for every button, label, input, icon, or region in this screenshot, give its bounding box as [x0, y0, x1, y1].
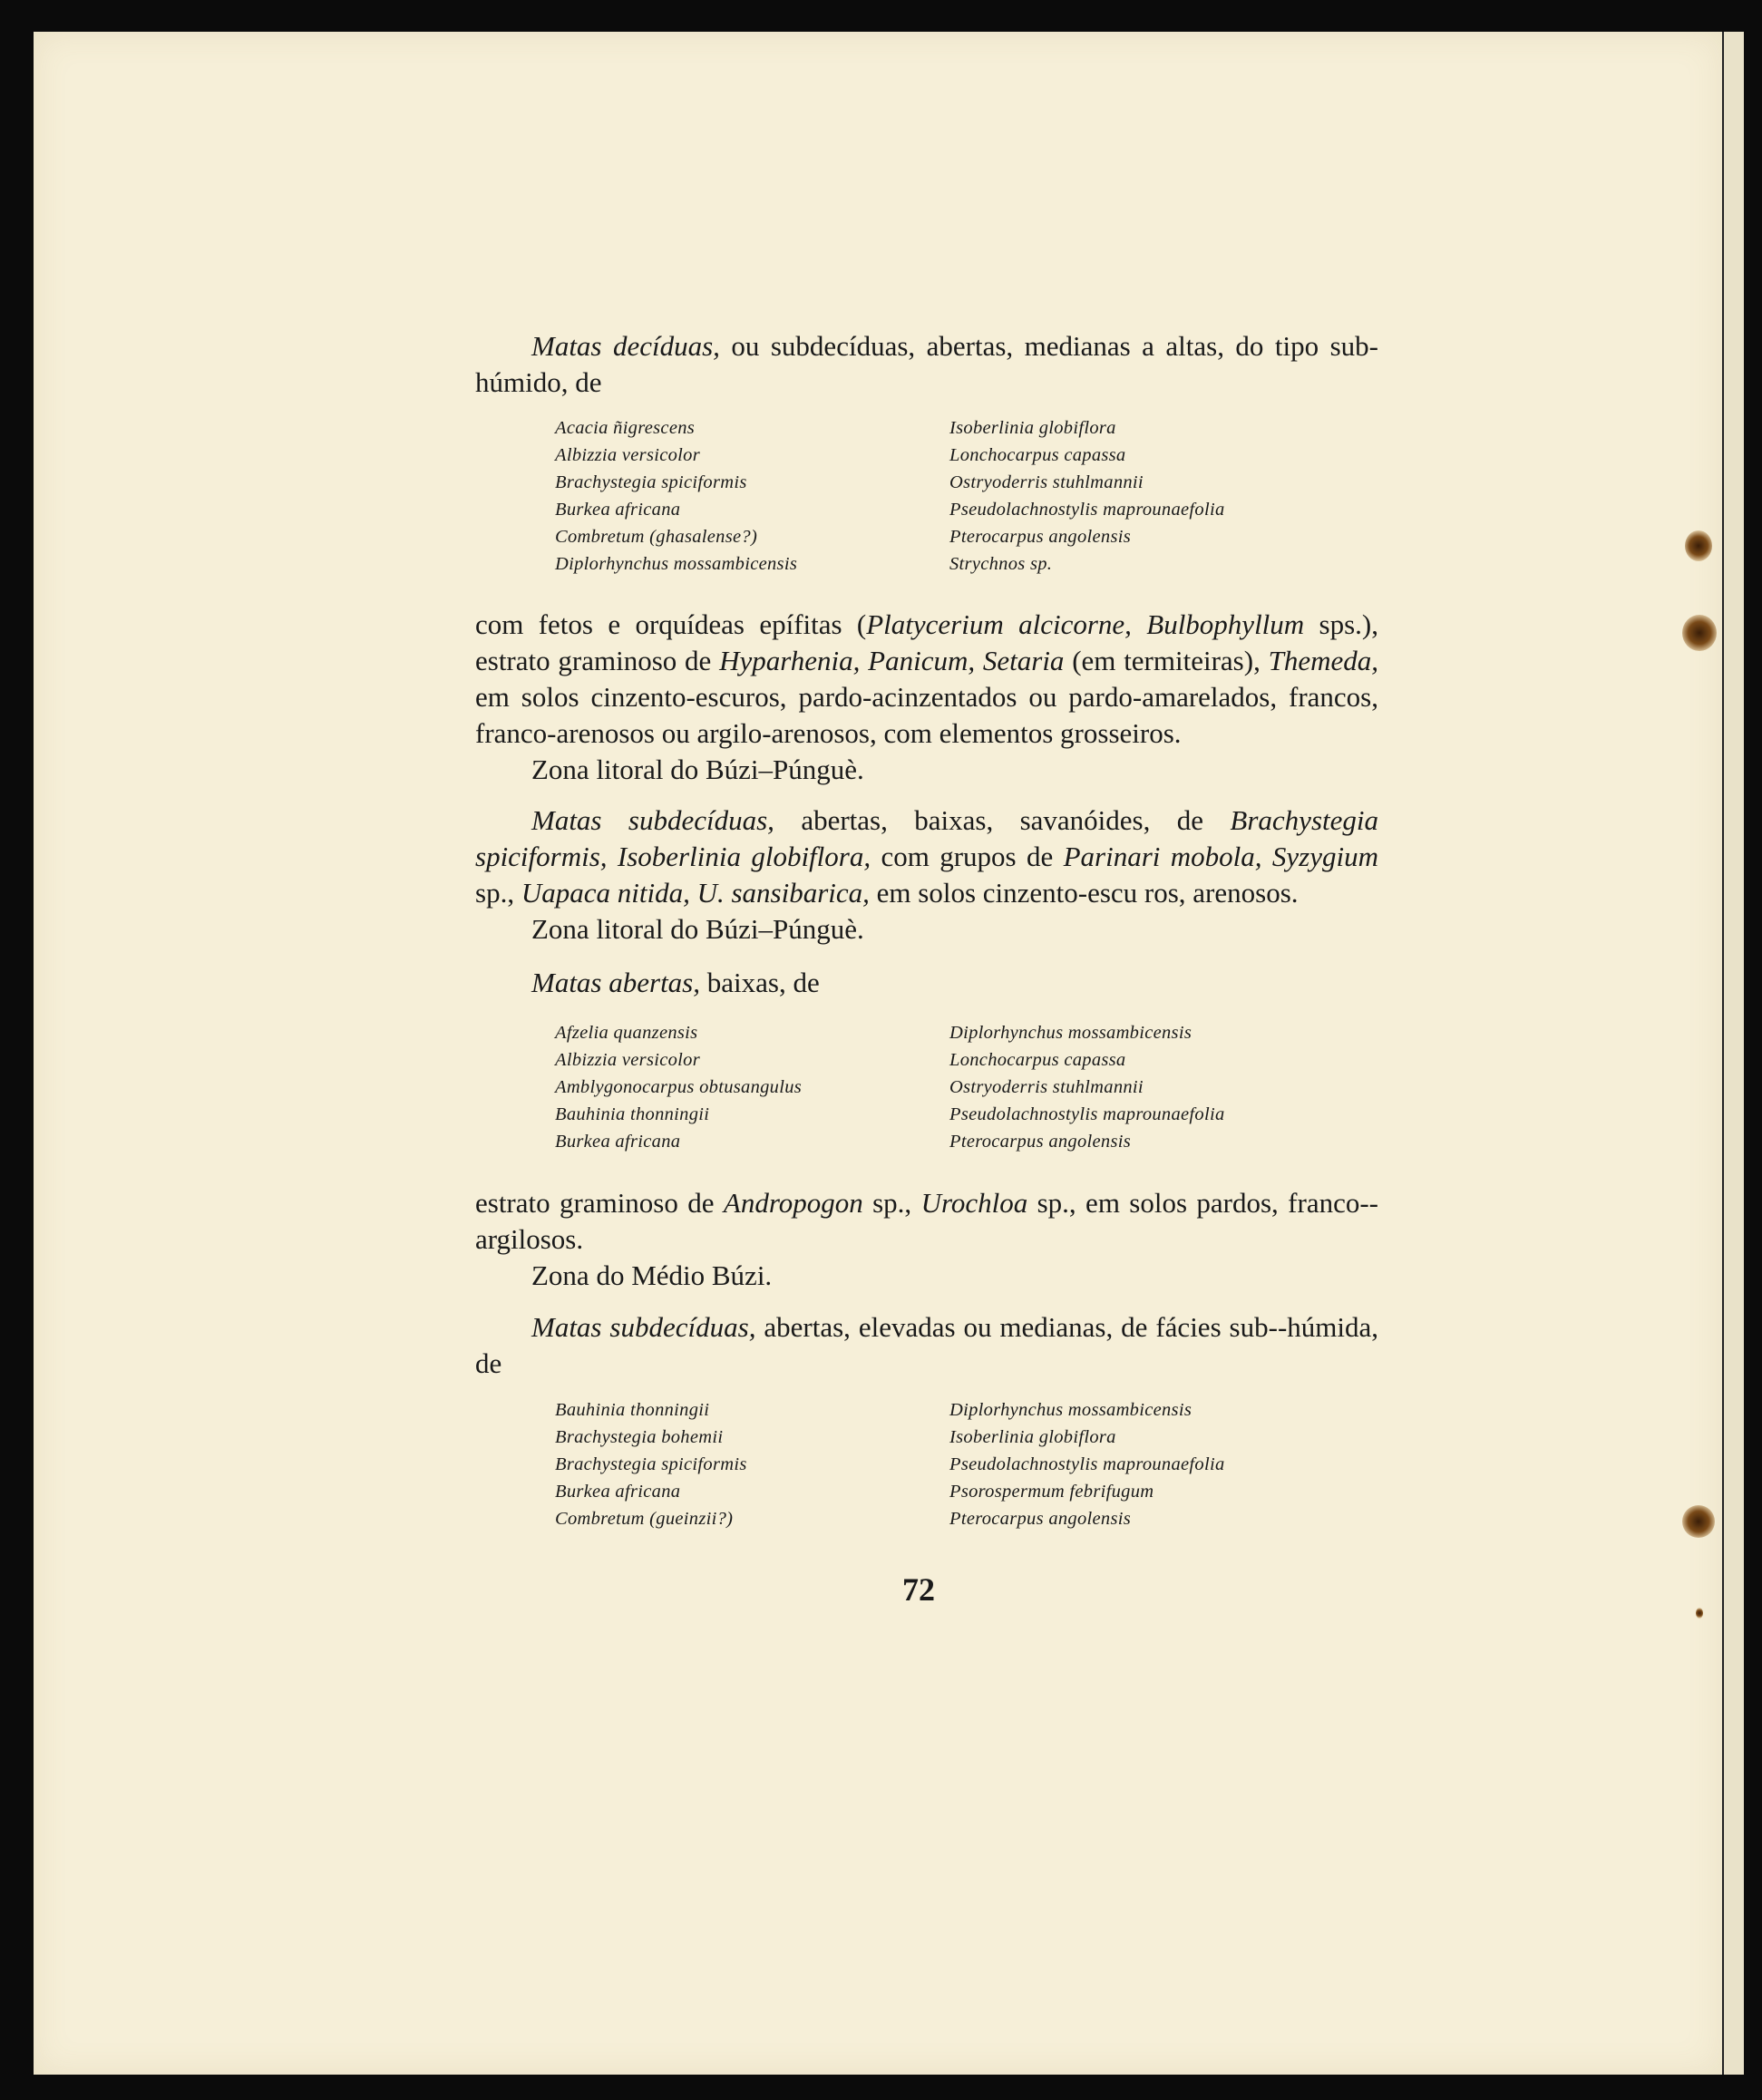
species-name: Diplorhynchus mossambicensis	[949, 1023, 1193, 1043]
species-name: Ostryoderris stuhlmannii	[949, 472, 1144, 492]
zone-label: Zona litoral do Búzi–Púnguè.	[531, 753, 864, 785]
species-name: Ostryoderris stuhlmannii	[949, 1077, 1144, 1097]
species-name: Isoberlinia globiflora	[949, 1427, 1116, 1447]
species-name: Diplorhynchus mossambicensis	[949, 1400, 1193, 1420]
species-name: Burkea africana	[555, 1132, 681, 1152]
species-name: Brachystegia spiciformis	[555, 472, 747, 492]
species-name: Diplorhynchus mossambicensis	[555, 554, 798, 574]
foxing-stain	[1682, 615, 1717, 651]
species-list-2	[555, 1019, 1367, 1155]
species-name: Albizzia versicolor	[555, 445, 701, 465]
paragraph-estrato-graminoso: estrato graminoso de Andropogon sp., Urochloa sp., em solos pardos, franco--argilosos. Zona do Médio Búzi.	[475, 1185, 1378, 1294]
species-name: Pseudolachnostylis maprounaefolia	[949, 1454, 1225, 1474]
species-name: Pseudolachnostylis maprounaefolia	[949, 1104, 1225, 1124]
foxing-stain	[1682, 1505, 1715, 1538]
species-name: Pseudolachnostylis maprounaefolia	[949, 500, 1225, 520]
species-name: Psorospermum febrifugum	[949, 1482, 1154, 1502]
species-list-1	[555, 414, 1367, 578]
species-name: Bauhinia thonningii	[555, 1104, 710, 1124]
foxing-stain	[1696, 1608, 1703, 1619]
species-name: Burkea africana	[555, 500, 681, 520]
species-name: Burkea africana	[555, 1482, 681, 1502]
species-name: Bauhinia thonningii	[555, 1400, 710, 1420]
page-number: 72	[902, 1571, 935, 1608]
next-page-edge	[1722, 32, 1744, 2075]
species-name: Albizzia versicolor	[555, 1050, 701, 1070]
species-name: Strychnos sp.	[949, 554, 1053, 574]
species-list-3	[555, 1396, 1367, 1532]
species-name: Lonchocarpus capassa	[949, 1050, 1126, 1070]
paragraph-matas-subdeciduas-elevadas: Matas subdecíduas, abertas, elevadas ou medianas, de fácies sub--húmida, de	[475, 1311, 1379, 1379]
zone-label: Zona litoral do Búzi–Púnguè.	[531, 913, 864, 945]
species-name: Afzelia quanzensis	[555, 1023, 698, 1043]
paragraph-matas-subdeciduas-savanoides: Matas subdecíduas, abertas, baixas, savanóides, de Brachystegia spiciformis, Isoberlinia globiflora, com grupos de Parinari mobola, Syzygium sp., Uapaca nitida, U. sansibarica, em solos cinzento-escu ros, arenosos. Zona litoral do Búzi–Púnguè.	[475, 802, 1378, 948]
species-name: Combretum (ghasalense?)	[555, 527, 758, 547]
species-name: Amblygonocarpus obtusangulus	[555, 1077, 803, 1097]
species-name: Pterocarpus angolensis	[949, 1132, 1132, 1152]
paragraph-epifitas: com fetos e orquídeas epífitas (Platycerium alcicorne, Bulbophyllum sps.), estrato graminoso de Hyparhenia, Panicum, Setaria (em termiteiras), Themeda, em solos cinzento-escuros, pardo-acinzentados ou pardo-amarelados, francos, franco-arenosos ou argilo-arenosos, com elementos grosseiros. Zona litoral do Búzi–Púnguè.	[475, 607, 1378, 788]
species-name: Acacia ñigrescens	[555, 418, 696, 438]
paragraph-matas-abertas: Matas abertas, baixas, de	[531, 967, 820, 998]
species-name: Isoberlinia globiflora	[949, 418, 1116, 438]
species-name: Brachystegia spiciformis	[555, 1454, 747, 1474]
species-name: Pterocarpus angolensis	[949, 1509, 1132, 1529]
zone-label: Zona do Médio Búzi.	[531, 1259, 773, 1291]
species-name: Combretum (gueinzii?)	[555, 1509, 734, 1529]
foxing-stain	[1685, 530, 1712, 561]
species-name: Pterocarpus angolensis	[949, 527, 1132, 547]
paragraph-matas-deciduas: Matas decíduas, ou subdecíduas, abertas, medianas a altas, do tipo sub-húmido, de	[475, 330, 1378, 398]
species-name: Lonchocarpus capassa	[949, 445, 1126, 465]
species-name: Brachystegia bohemii	[555, 1427, 724, 1447]
